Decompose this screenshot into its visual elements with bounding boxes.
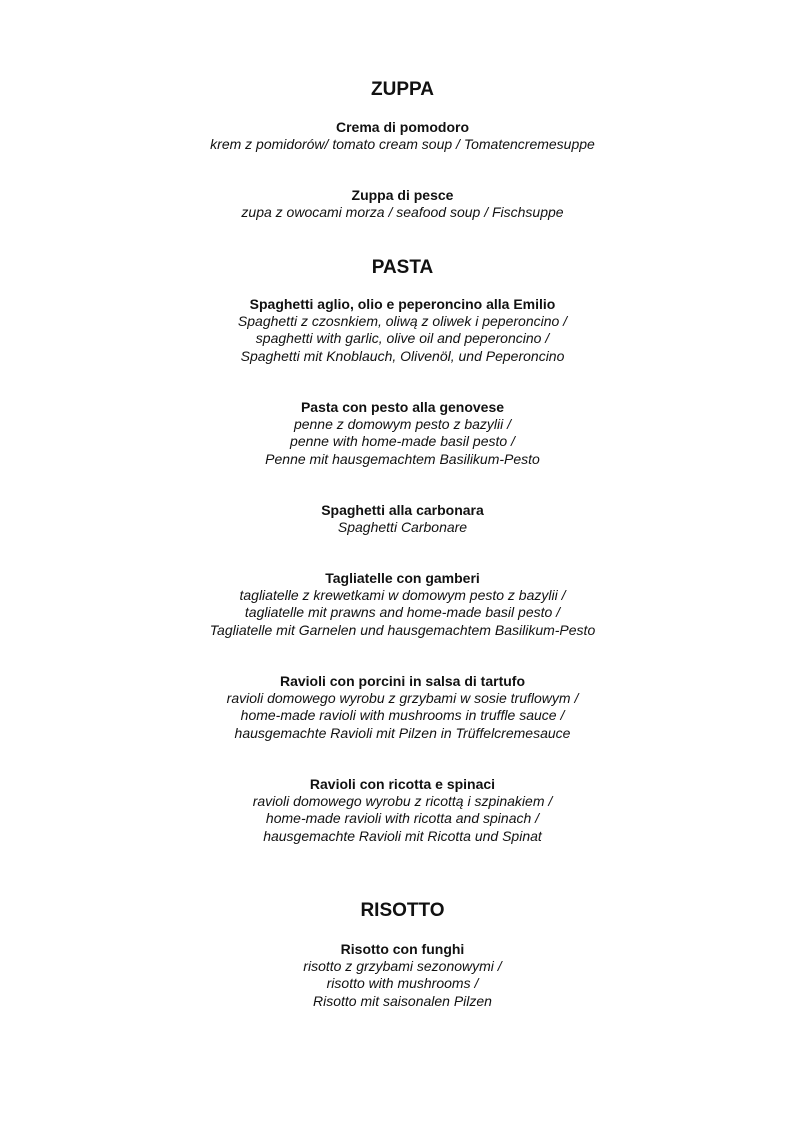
dish-name: Pasta con pesto alla genovese (300, 399, 505, 415)
dish-description: Penne mit hausgemachtem Basilikum-Pesto (265, 450, 540, 467)
dish-description: penne z domowym pesto z bazylii / (293, 416, 512, 432)
dish-pasta-con-pesto (0, 399, 805, 468)
dish-description: hausgemachte Ravioli mit Pilzen in Trüffelcremesauce (234, 724, 571, 741)
dish-name: Ravioli con ricotta e spinaci (309, 776, 496, 792)
dish-description: ravioli domowego wyrobu z grzybami w sosie truflowym / (226, 690, 579, 706)
dish-description: Spaghetti mit Knoblauch, Olivenöl, und Peperoncino (240, 347, 565, 364)
section-title-zuppa: ZUPPA (371, 79, 434, 100)
dish-spaghetti-carbonara (0, 502, 805, 536)
dish-description: Spaghetti Carbonare (337, 519, 468, 535)
dish-description: ravioli domowego wyrobu z ricottą i szpinakiem / (252, 793, 553, 809)
dish-description: spaghetti with garlic, olive oil and peperoncino / (255, 330, 550, 347)
dish-tagliatelle-con-gamberi (0, 570, 805, 639)
dish-description: home-made ravioli with ricotta and spinach / (265, 810, 540, 827)
dish-description: penne with home-made basil pesto / (290, 433, 515, 450)
dish-name: Risotto con funghi (340, 941, 465, 957)
dish-description: home-made ravioli with mushrooms in truffle sauce / (240, 707, 565, 724)
dish-name: Tagliatelle con gamberi (325, 570, 480, 586)
section-title-risotto: RISOTTO (360, 900, 445, 921)
dish-name: Spaghetti aglio, olio e peperoncino alla Emilio (249, 296, 556, 312)
dish-description: risotto z grzybami sezonowymi / (303, 958, 502, 974)
dish-ravioli-con-porcini (0, 673, 805, 742)
dish-crema-di-pomodoro (0, 119, 805, 153)
dish-ravioli-con-ricotta (0, 776, 805, 845)
dish-description: hausgemachte Ravioli mit Ricotta und Spinat (263, 827, 542, 844)
dish-description: tagliatelle z krewetkami w domowym pesto z bazylii / (239, 587, 566, 603)
dish-description: Spaghetti z czosnkiem, oliwą z oliwek i peperoncino / (237, 313, 568, 329)
dish-description: krem z pomidorów/ tomato cream soup / Tomatencremesuppe (210, 136, 595, 152)
dish-description: Tagliatelle mit Garnelen und hausgemachtem Basilikum-Pesto (209, 621, 596, 638)
dish-description: risotto with mushrooms / (326, 975, 479, 992)
dish-spaghetti-aglio-olio (0, 296, 805, 365)
section-title-pasta: PASTA (371, 257, 434, 278)
dish-name: Zuppa di pesce (351, 187, 454, 203)
dish-description: zupa z owocami morza / seafood soup / Fischsuppe (241, 204, 564, 220)
dish-description: Risotto mit saisonalen Pilzen (313, 992, 492, 1009)
dish-name: Ravioli con porcini in salsa di tartufo (279, 673, 526, 689)
dish-name: Crema di pomodoro (335, 119, 469, 135)
dish-zuppa-di-pesce (0, 187, 805, 221)
dish-risotto-con-funghi (0, 941, 805, 1010)
dish-description: tagliatelle mit prawns and home-made basil pesto / (244, 604, 561, 621)
dish-name: Spaghetti alla carbonara (321, 502, 484, 518)
